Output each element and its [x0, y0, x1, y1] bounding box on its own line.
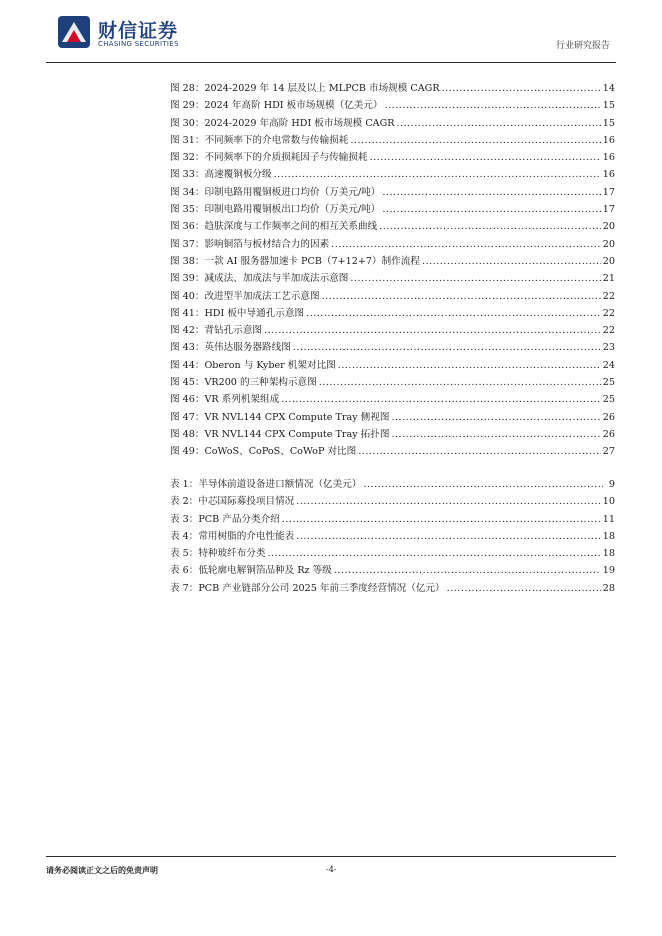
- dot-leader: [370, 152, 601, 163]
- toc-entry-label: 图 47：VR NVL144 CPX Compute Tray 侧视图: [170, 411, 390, 423]
- toc-entry-label: 图 42：背钻孔示意图: [170, 325, 263, 337]
- toc-entry-label: 图 39：减成法、加成法与半加成法示意图: [170, 273, 349, 285]
- toc-entry-label: 表 2：中芯国际募投项目情况: [170, 496, 295, 508]
- toc-entry-page: 9: [608, 479, 615, 490]
- figure-toc-entry[interactable]: [170, 201, 615, 218]
- disclaimer-text: 请务必阅读正文之后的免责声明: [46, 866, 158, 875]
- table-toc-entry[interactable]: [170, 528, 615, 545]
- company-logo: [56, 14, 236, 56]
- toc-entry-page: 18: [602, 548, 615, 560]
- figure-toc-entry[interactable]: [170, 288, 615, 305]
- figure-toc-entry[interactable]: [170, 426, 615, 443]
- toc-entry-page: 17: [602, 204, 615, 216]
- dot-leader: [306, 308, 601, 319]
- toc-entry-page: 22: [602, 325, 615, 337]
- toc-entry-page: 20: [602, 255, 615, 267]
- dot-leader: [331, 239, 601, 250]
- toc-entry-page: 20: [602, 221, 615, 233]
- toc-entry-page: 17: [602, 186, 615, 198]
- toc-entry-label: 图 31：不同频率下的介电常数与传输损耗: [170, 134, 349, 146]
- toc-entry-page: 25: [602, 377, 615, 389]
- figure-toc-entry[interactable]: [170, 339, 615, 356]
- dot-leader: [350, 273, 600, 284]
- dot-leader: [264, 325, 601, 336]
- table-toc-entry[interactable]: [170, 580, 615, 597]
- toc-entry-page: 18: [602, 530, 615, 542]
- report-type-label: 行业研究报告: [555, 41, 610, 51]
- toc-entry-page: 21: [602, 273, 615, 285]
- toc-entry-label: 表 3：PCB 产品分类介绍: [170, 513, 280, 525]
- toc-entry-page: 24: [602, 359, 615, 371]
- figure-toc-entry[interactable]: [170, 236, 615, 253]
- dot-leader: [358, 446, 601, 457]
- toc-entry-page: 14: [602, 83, 615, 94]
- figure-toc-entry[interactable]: [170, 357, 615, 374]
- toc-entry-label: 图 40：改进型半加成法工艺示意图: [170, 290, 320, 302]
- toc-entry-label: 表 5：特种玻纤布分类: [170, 548, 266, 560]
- toc-entry-page: 28: [602, 582, 615, 594]
- dot-leader: [296, 496, 601, 507]
- toc-entry-label: 图 49：CoWoS、CoPoS、CoWoP 对比图: [170, 446, 357, 458]
- toc-entry-label: 图 28：2024-2029 年 14 层及以上 MLPCB 市场规模 CAGR: [170, 83, 440, 94]
- table-toc-entry[interactable]: [170, 476, 615, 493]
- logo-icon: [56, 14, 92, 50]
- toc-entry-page: 27: [602, 446, 615, 458]
- figure-toc-entry[interactable]: [170, 374, 615, 391]
- toc-entry-page: 10: [602, 496, 615, 508]
- dot-leader: [447, 583, 601, 594]
- dot-leader: [385, 100, 601, 111]
- toc-entry-label: 表 7：PCB 产业链部分公司 2025 年前三季度经营情况（亿元）: [170, 582, 445, 594]
- dot-leader: [338, 360, 601, 371]
- dot-leader: [382, 187, 600, 198]
- toc-entry-label: 图 37：影响铜箔与板材结合力的因素: [170, 238, 330, 250]
- toc-entry-page: 11: [602, 513, 615, 525]
- dot-leader: [382, 204, 600, 215]
- table-toc-entry[interactable]: [170, 511, 615, 528]
- figure-toc-entry[interactable]: [170, 166, 615, 183]
- dot-leader: [268, 548, 601, 559]
- figure-toc-entry[interactable]: [170, 184, 615, 201]
- toc-entry-label: 图 41：HDI 板中导通孔示意图: [170, 307, 305, 319]
- dot-leader: [274, 169, 601, 180]
- dot-leader: [322, 291, 601, 302]
- table-toc-entry[interactable]: [170, 545, 615, 562]
- toc-entry-label: 图 44：Oberon 与 Kyber 机架对比图: [170, 359, 336, 371]
- toc-entry-page: 22: [602, 307, 615, 319]
- page-footer: [46, 856, 616, 887]
- figure-toc-entry[interactable]: [170, 149, 615, 166]
- toc-entry-page: 19: [602, 565, 615, 577]
- toc-entry-label: 表 6：低轮廓电解铜箔品种及 Rz 等级: [170, 565, 332, 577]
- toc-entry-label: 图 45：VR200 的三种架构示意图: [170, 377, 317, 389]
- table-toc-entry[interactable]: [170, 493, 615, 510]
- figure-toc-entry[interactable]: [170, 270, 615, 287]
- toc-entry-page: 25: [602, 394, 615, 406]
- figure-toc-entry[interactable]: [170, 322, 615, 339]
- figure-list: [170, 80, 615, 461]
- dot-leader: [350, 135, 600, 146]
- dot-leader: [281, 394, 601, 405]
- figure-toc-entry[interactable]: [170, 97, 615, 114]
- dot-leader: [334, 565, 601, 576]
- toc-entry-page: 23: [602, 342, 615, 354]
- dot-leader: [391, 429, 600, 440]
- logo-text-en: CHASING SECURITIES: [98, 40, 179, 48]
- dot-leader: [296, 531, 601, 542]
- dot-leader: [363, 479, 603, 490]
- toc-entry-page: 15: [602, 117, 615, 129]
- figure-toc-entry[interactable]: [170, 132, 615, 149]
- dot-leader: [282, 514, 601, 525]
- dot-leader: [442, 83, 601, 94]
- toc-entry-label: 图 33：高速覆铜板分级: [170, 169, 272, 181]
- figure-toc-entry[interactable]: [170, 80, 615, 97]
- toc-entry-label: 图 29：2024 年高阶 HDI 板市场规模（亿美元）: [170, 100, 383, 112]
- dot-leader: [391, 412, 600, 423]
- logo-text-cn: 财信证券: [98, 20, 179, 42]
- toc-entry-page: 16: [602, 134, 615, 146]
- dot-leader: [379, 221, 601, 232]
- toc-entry-page: 26: [602, 411, 615, 423]
- toc-entry-page: 22: [602, 290, 615, 302]
- toc-entry-page: 16: [602, 169, 615, 181]
- toc-entry-label: 图 48：VR NVL144 CPX Compute Tray 拓扑图: [170, 428, 390, 440]
- dot-leader: [293, 342, 601, 353]
- figure-toc-entry[interactable]: [170, 305, 615, 322]
- page-header: [46, 10, 616, 63]
- dot-leader: [396, 118, 600, 129]
- page-number: -4-: [326, 865, 337, 874]
- toc-entry-label: 图 30：2024-2029 年高阶 HDI 板市场规模 CAGR: [170, 117, 395, 129]
- toc-entry-label: 图 38：一款 AI 服务器加速卡 PCB（7+12+7）制作流程: [170, 255, 420, 267]
- toc-entry-label: 图 35：印制电路用覆铜板出口均价（万美元/吨）: [170, 204, 381, 216]
- dot-leader: [319, 377, 601, 388]
- toc-entry-page: 16: [602, 152, 615, 164]
- table-toc-entry[interactable]: [170, 562, 615, 579]
- figure-toc-entry[interactable]: [170, 253, 615, 270]
- toc-entry-label: 图 43：英伟达服务器路线图: [170, 342, 291, 354]
- toc-entry-label: 图 36：趋肤深度与工作频率之间的相互关系曲线: [170, 221, 378, 233]
- toc-entry-label: 图 46：VR 系列机架组成: [170, 394, 280, 406]
- figure-toc-entry[interactable]: [170, 391, 615, 408]
- toc-entry-label: 图 34：印制电路用覆铜板进口均价（万美元/吨）: [170, 186, 381, 198]
- figure-toc-entry[interactable]: [170, 409, 615, 426]
- table-list: [170, 476, 615, 597]
- toc-entry-page: 15: [602, 100, 615, 112]
- toc-entry-page: 20: [602, 238, 615, 250]
- figure-toc-entry[interactable]: [170, 218, 615, 235]
- figure-toc-entry[interactable]: [170, 115, 615, 132]
- toc-entry-page: 26: [602, 428, 615, 440]
- toc-entry-label: 表 1：半导体前道设备进口额情况（亿美元）: [170, 479, 362, 490]
- figure-toc-entry[interactable]: [170, 443, 615, 460]
- toc-entry-label: 图 32：不同频率下的介质损耗因子与传输损耗: [170, 152, 368, 164]
- dot-leader: [422, 256, 601, 267]
- toc-entry-label: 表 4：常用树脂的介电性能表: [170, 530, 295, 542]
